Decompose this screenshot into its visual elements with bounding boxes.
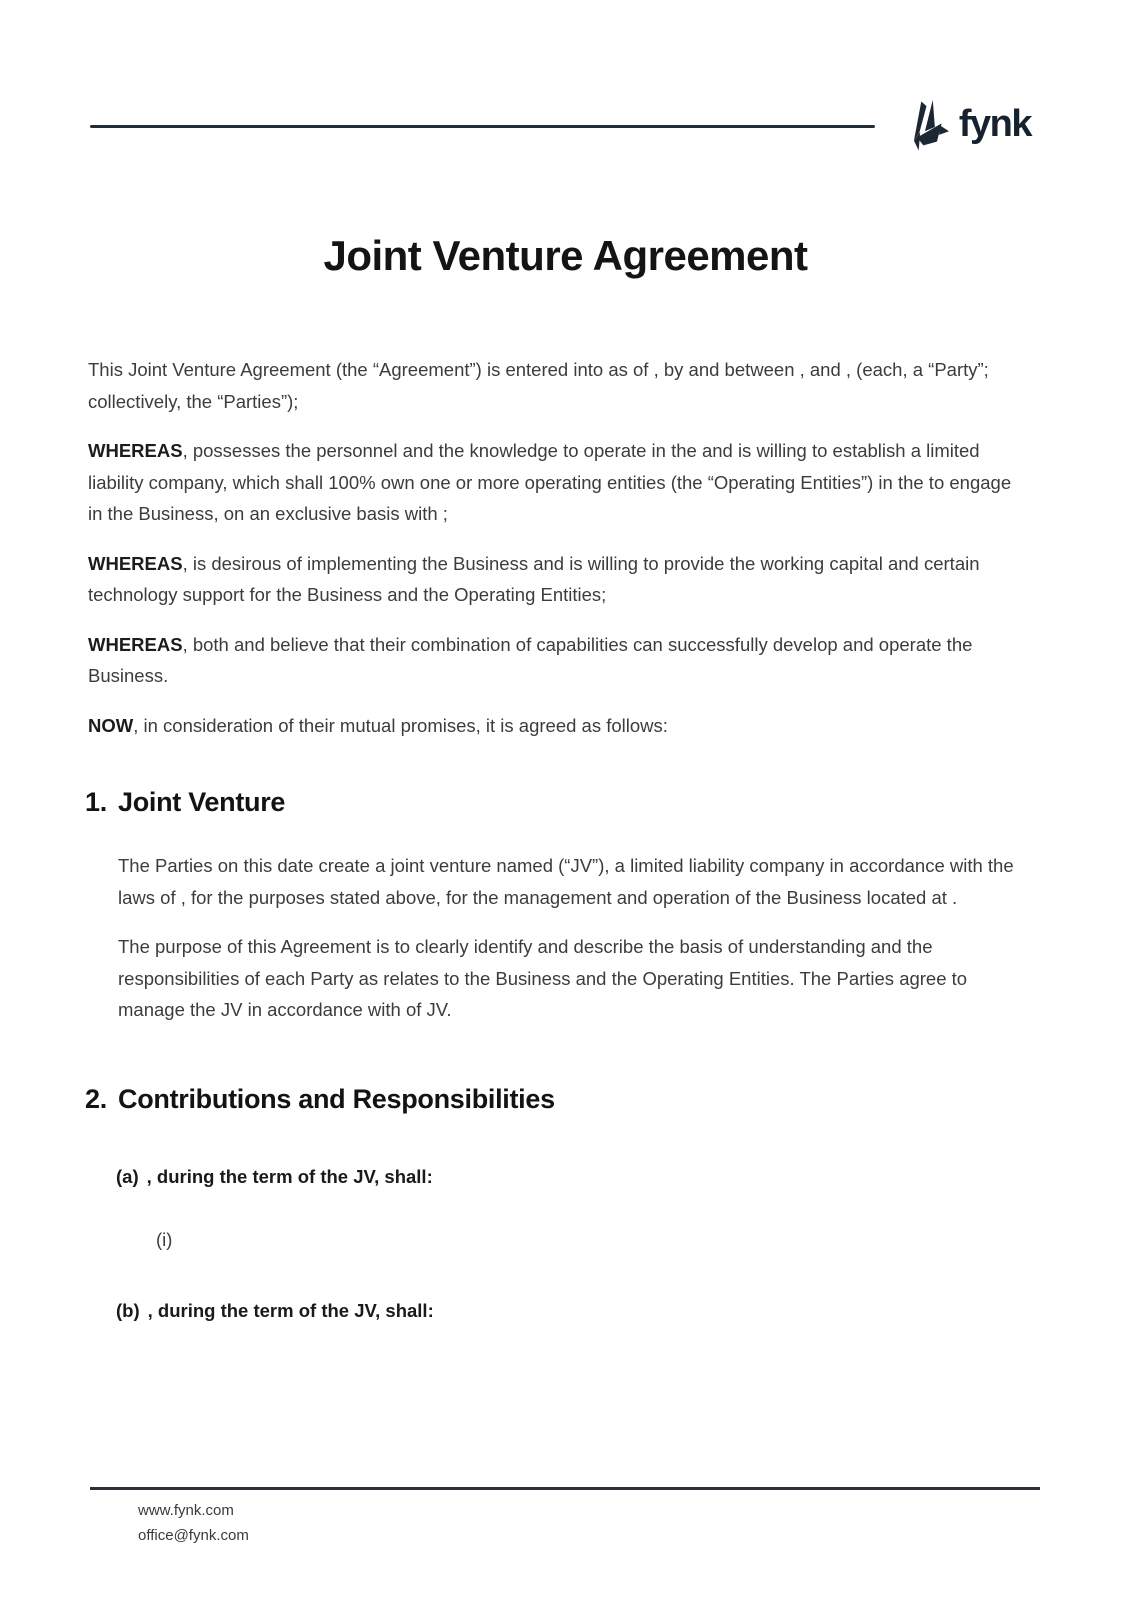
recital-lead: NOW: [88, 714, 134, 736]
section-1-paragraphs: [88, 850, 1027, 1026]
recital-text: , is desirous of implementing the Business and is willing to provide the working capital and certain technology support for the Business and the Operating Entities;: [88, 552, 980, 605]
list-item-label: (b): [116, 1299, 140, 1321]
document-footer: [0, 1487, 1131, 1548]
section-title: Contributions and Responsibilities: [118, 1083, 555, 1114]
section-2-items: [116, 1161, 1027, 1326]
list-item-a: [116, 1161, 1027, 1192]
recital-text: , possesses the personnel and the knowledge to operate in the and is willing to establish a limited liability company, which shall 100% own one or more operating entities (the “Operating Entities”) in the to engage in the Business, on an exclusive basis with ;: [88, 440, 1012, 524]
section-paragraph: The Parties on this date create a joint venture named (“JV”), a limited liability company in accordance with the laws of , for the purposes stated above, for the management and operation of the Business located at .: [118, 855, 1014, 908]
list-item-text: , during the term of the JV, shall:: [146, 1165, 433, 1187]
list-item-label: (i): [156, 1228, 173, 1250]
list-item-label: (a): [116, 1165, 139, 1187]
document-header: [0, 0, 1131, 154]
section-paragraph: The purpose of this Agreement is to clearly identify and describe the basis of understanding and the responsibilities of each Party as relates to the Business and the Operating Entities. The Parties agree to manage the JV in accordance with of JV.: [118, 936, 968, 1020]
fynk-logo-text: fynk: [958, 103, 1031, 145]
footer-email: office@fynk.com: [138, 1527, 249, 1544]
recital-text: , in consideration of their mutual promises, it is agreed as follows:: [133, 714, 668, 736]
recital-paragraph: [88, 548, 1027, 611]
list-item-i: [156, 1224, 1027, 1255]
recital-paragraph: [88, 435, 1027, 530]
footer-divider-line: [90, 1487, 1040, 1490]
recital-lead: WHEREAS: [88, 440, 183, 461]
intro-paragraph: This Joint Venture Agreement (the “Agreement”) is entered into as of , by and between , and , (each, a “Party”; collectively, the “Parties”);: [88, 359, 989, 412]
recital-text: , both and believe that their combination of capabilities can successfully develop and operate the Business.: [88, 633, 973, 686]
section-heading-contributions: [85, 1084, 1027, 1115]
list-item-text: , during the term of the JV, shall:: [147, 1299, 434, 1321]
recital-lead: WHEREAS: [88, 633, 183, 655]
recital-paragraph: [88, 710, 1027, 742]
list-item-b: [116, 1295, 1027, 1326]
section-title: Joint Venture: [118, 787, 286, 817]
section-number: 1.: [85, 787, 107, 817]
fynk-bird-icon: [903, 98, 950, 154]
section-number: 2.: [85, 1083, 107, 1114]
section-heading-joint-venture: [85, 787, 1027, 818]
fynk-logo: [903, 98, 1031, 154]
page-title: Joint Venture Agreement: [323, 232, 808, 279]
recital-paragraph: [88, 629, 1027, 692]
footer-website: www.fynk.com: [138, 1502, 234, 1519]
header-divider-line: [90, 125, 875, 128]
document-body: [0, 354, 1131, 1326]
recital-lead: WHEREAS: [88, 552, 183, 574]
